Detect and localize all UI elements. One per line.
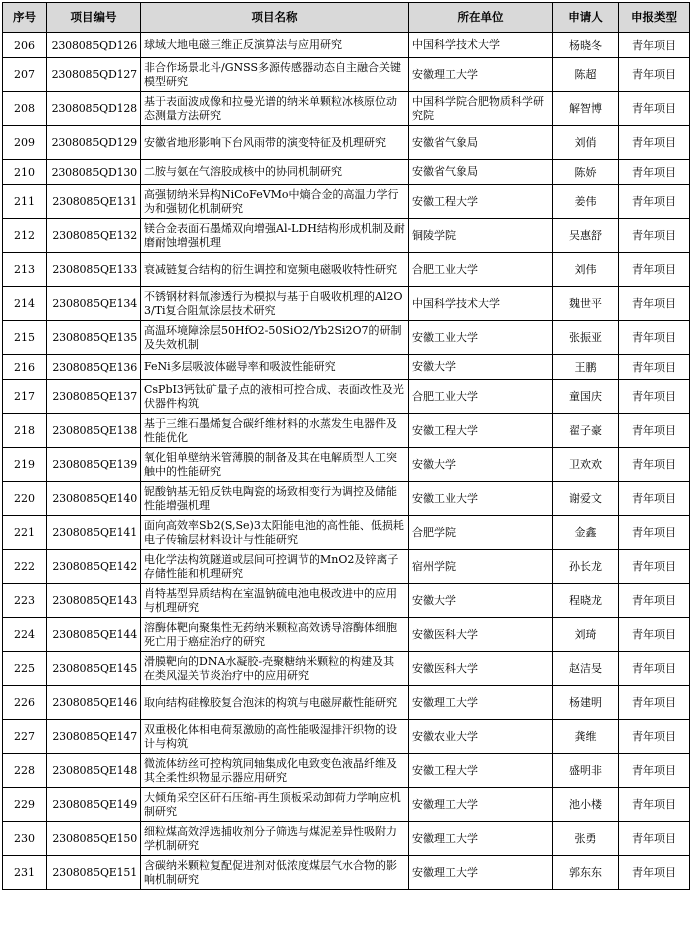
- cell-org: 安徽工业大学: [409, 321, 553, 355]
- cell-applicant: 卫欢欢: [553, 448, 619, 482]
- cell-type: 青年项目: [619, 550, 690, 584]
- cell-no: 230: [3, 822, 47, 856]
- cell-applicant: 陈娇: [553, 160, 619, 185]
- cell-no: 222: [3, 550, 47, 584]
- table-row: [3, 584, 690, 618]
- table-row: [3, 287, 690, 321]
- cell-type: 青年项目: [619, 380, 690, 414]
- cell-title: 溶酶体靶向聚集性无药纳米颗粒高效诱导溶酶体细胞死亡用于癌症治疗的研究: [141, 618, 409, 652]
- cell-title: 铌酸钠基无铅反铁电陶瓷的场致相变行为调控及储能性能增强机理: [141, 482, 409, 516]
- cell-no: 217: [3, 380, 47, 414]
- cell-org: 安徽大学: [409, 355, 553, 380]
- cell-applicant: 童国庆: [553, 380, 619, 414]
- header-applicant: 申请人: [553, 3, 619, 33]
- cell-code: 2308085QE131: [47, 185, 141, 219]
- cell-title: 不锈钢材料氚渗透行为模拟与基于自吸收机理的Al2O3/Ti复合阻氚涂层技术研究: [141, 287, 409, 321]
- cell-applicant: 程晓龙: [553, 584, 619, 618]
- cell-title: CsPbI3钙钛矿量子点的液相可控合成、表面改性及光伏器件构筑: [141, 380, 409, 414]
- cell-code: 2308085QD126: [47, 33, 141, 58]
- cell-title: 衰减链复合结构的衍生调控和宽频电磁吸收特性研究: [141, 253, 409, 287]
- cell-applicant: 刘俏: [553, 126, 619, 160]
- cell-no: 212: [3, 219, 47, 253]
- cell-org: 安徽工业大学: [409, 482, 553, 516]
- cell-applicant: 孙长龙: [553, 550, 619, 584]
- cell-title: 双重极化体相电荷泵激励的高性能吸湿排汗织物的设计与构筑: [141, 720, 409, 754]
- table-row: [3, 414, 690, 448]
- cell-title: 镁合金表面石墨烯双向增强Al-LDH结构形成机制及耐磨耐蚀增强机理: [141, 219, 409, 253]
- cell-no: 228: [3, 754, 47, 788]
- cell-title: 高温环境障涂层50HfO2-50SiO2/Yb2Si2O7的研制及失效机制: [141, 321, 409, 355]
- table-row: [3, 550, 690, 584]
- table-row: [3, 58, 690, 92]
- cell-org: 安徽农业大学: [409, 720, 553, 754]
- table-row: [3, 754, 690, 788]
- table-row: [3, 33, 690, 58]
- cell-type: 青年项目: [619, 618, 690, 652]
- cell-code: 2308085QE144: [47, 618, 141, 652]
- cell-org: 合肥学院: [409, 516, 553, 550]
- cell-type: 青年项目: [619, 788, 690, 822]
- cell-applicant: 谢爱文: [553, 482, 619, 516]
- cell-type: 青年项目: [619, 58, 690, 92]
- cell-type: 青年项目: [619, 482, 690, 516]
- table-row: [3, 160, 690, 185]
- cell-applicant: 王鹏: [553, 355, 619, 380]
- table-row: [3, 720, 690, 754]
- cell-title: 氧化钼单壁纳米管薄膜的制备及其在电解质型人工突触中的性能研究: [141, 448, 409, 482]
- cell-code: 2308085QE151: [47, 856, 141, 890]
- cell-code: 2308085QE137: [47, 380, 141, 414]
- cell-code: 2308085QE135: [47, 321, 141, 355]
- cell-title: 取向结构硅橡胶复合泡沫的构筑与电磁屏蔽性能研究: [141, 686, 409, 720]
- cell-title: 非合作场景北斗/GNSS多源传感器动态自主融合关键模型研究: [141, 58, 409, 92]
- cell-applicant: 陈超: [553, 58, 619, 92]
- cell-title: 面向高效率Sb2(S,Se)3太阳能电池的高性能、低损耗电子传输层材料设计与性能研究: [141, 516, 409, 550]
- cell-title: 微流体纺丝可控构筑同轴集成化电致变色液晶纤维及其全柔性织物显示器应用研究: [141, 754, 409, 788]
- cell-type: 青年项目: [619, 720, 690, 754]
- cell-org: 安徽医科大学: [409, 652, 553, 686]
- cell-no: 227: [3, 720, 47, 754]
- cell-no: 210: [3, 160, 47, 185]
- cell-org: 安徽理工大学: [409, 58, 553, 92]
- cell-org: 安徽理工大学: [409, 856, 553, 890]
- cell-title: 安徽省地形影响下台风雨带的演变特征及机理研究: [141, 126, 409, 160]
- cell-org: 安徽理工大学: [409, 686, 553, 720]
- cell-applicant: 姜伟: [553, 185, 619, 219]
- cell-code: 2308085QD129: [47, 126, 141, 160]
- cell-type: 青年项目: [619, 448, 690, 482]
- project-table: [2, 2, 690, 890]
- table-row: [3, 516, 690, 550]
- cell-org: 合肥工业大学: [409, 380, 553, 414]
- table-row: [3, 92, 690, 126]
- cell-code: 2308085QD128: [47, 92, 141, 126]
- cell-type: 青年项目: [619, 321, 690, 355]
- table-row: [3, 856, 690, 890]
- cell-code: 2308085QE150: [47, 822, 141, 856]
- cell-applicant: 魏世平: [553, 287, 619, 321]
- cell-applicant: 郭东东: [553, 856, 619, 890]
- cell-code: 2308085QE138: [47, 414, 141, 448]
- cell-org: 安徽工程大学: [409, 414, 553, 448]
- cell-applicant: 赵洁旻: [553, 652, 619, 686]
- table-header-row: [3, 3, 690, 33]
- cell-org: 安徽大学: [409, 584, 553, 618]
- cell-type: 青年项目: [619, 33, 690, 58]
- cell-code: 2308085QE143: [47, 584, 141, 618]
- cell-code: 2308085QD127: [47, 58, 141, 92]
- cell-no: 214: [3, 287, 47, 321]
- cell-code: 2308085QE148: [47, 754, 141, 788]
- cell-applicant: 吴惠舒: [553, 219, 619, 253]
- cell-title: 高强韧纳米异构NiCoFeVMo中熵合金的高温力学行为和强韧化机制研究: [141, 185, 409, 219]
- cell-type: 青年项目: [619, 126, 690, 160]
- cell-code: 2308085QE141: [47, 516, 141, 550]
- cell-org: 安徽医科大学: [409, 618, 553, 652]
- cell-title: 电化学法构筑隧道或层间可控调节的MnO2及锌离子存储性能和机理研究: [141, 550, 409, 584]
- table-row: [3, 185, 690, 219]
- table-row: [3, 482, 690, 516]
- cell-applicant: 盛明非: [553, 754, 619, 788]
- cell-type: 青年项目: [619, 355, 690, 380]
- cell-title: 基于三维石墨烯复合碳纤维材料的水蒸发生电器件及性能优化: [141, 414, 409, 448]
- cell-type: 青年项目: [619, 584, 690, 618]
- cell-title: 含碳纳米颗粒复配促进剂对低浓度煤层气水合物的影响机制研究: [141, 856, 409, 890]
- cell-org: 中国科学技术大学: [409, 287, 553, 321]
- cell-applicant: 金鑫: [553, 516, 619, 550]
- cell-code: 2308085QE147: [47, 720, 141, 754]
- header-code: 项目编号: [47, 3, 141, 33]
- table-row: [3, 321, 690, 355]
- cell-no: 220: [3, 482, 47, 516]
- cell-applicant: 刘伟: [553, 253, 619, 287]
- cell-org: 安徽省气象局: [409, 160, 553, 185]
- cell-no: 226: [3, 686, 47, 720]
- cell-type: 青年项目: [619, 219, 690, 253]
- cell-applicant: 张勇: [553, 822, 619, 856]
- table-row: [3, 652, 690, 686]
- cell-type: 青年项目: [619, 686, 690, 720]
- cell-code: 2308085QD130: [47, 160, 141, 185]
- cell-no: 229: [3, 788, 47, 822]
- table-row: [3, 253, 690, 287]
- table-row: [3, 355, 690, 380]
- cell-org: 安徽理工大学: [409, 822, 553, 856]
- cell-org: 安徽工程大学: [409, 185, 553, 219]
- table-row: [3, 686, 690, 720]
- cell-no: 224: [3, 618, 47, 652]
- cell-no: 206: [3, 33, 47, 58]
- header-no: 序号: [3, 3, 47, 33]
- header-org: 所在单位: [409, 3, 553, 33]
- cell-applicant: 龚维: [553, 720, 619, 754]
- cell-type: 青年项目: [619, 253, 690, 287]
- cell-no: 221: [3, 516, 47, 550]
- table-row: [3, 126, 690, 160]
- header-type: 申报类型: [619, 3, 690, 33]
- cell-org: 中国科学技术大学: [409, 33, 553, 58]
- cell-type: 青年项目: [619, 856, 690, 890]
- cell-title: 二胺与氨在气溶胶成核中的协同机制研究: [141, 160, 409, 185]
- cell-org: 安徽工程大学: [409, 754, 553, 788]
- cell-type: 青年项目: [619, 754, 690, 788]
- cell-title: 球域大地电磁三维正反演算法与应用研究: [141, 33, 409, 58]
- cell-no: 215: [3, 321, 47, 355]
- cell-type: 青年项目: [619, 822, 690, 856]
- table-row: [3, 448, 690, 482]
- cell-type: 青年项目: [619, 160, 690, 185]
- cell-no: 209: [3, 126, 47, 160]
- cell-no: 211: [3, 185, 47, 219]
- cell-applicant: 张振亚: [553, 321, 619, 355]
- cell-applicant: 池小楼: [553, 788, 619, 822]
- cell-type: 青年项目: [619, 652, 690, 686]
- table-row: [3, 618, 690, 652]
- cell-applicant: 杨建明: [553, 686, 619, 720]
- cell-type: 青年项目: [619, 92, 690, 126]
- cell-org: 安徽省气象局: [409, 126, 553, 160]
- cell-title: 基于表面波成像和拉曼光谱的纳米单颗粒冰核原位动态测量方法研究: [141, 92, 409, 126]
- cell-no: 225: [3, 652, 47, 686]
- cell-title: 滑膜靶向的DNA水凝胶-壳聚糖纳米颗粒的构建及其在类风湿关节炎治疗中的应用研究: [141, 652, 409, 686]
- cell-org: 中国科学院合肥物质科学研究院: [409, 92, 553, 126]
- cell-code: 2308085QE142: [47, 550, 141, 584]
- cell-title: 细粒煤高效浮选捕收剂分子筛选与煤泥差异性吸附力学机制研究: [141, 822, 409, 856]
- cell-applicant: 杨晓冬: [553, 33, 619, 58]
- cell-org: 铜陵学院: [409, 219, 553, 253]
- table-row: [3, 822, 690, 856]
- cell-code: 2308085QE145: [47, 652, 141, 686]
- cell-applicant: 翟子豪: [553, 414, 619, 448]
- cell-no: 216: [3, 355, 47, 380]
- cell-no: 218: [3, 414, 47, 448]
- cell-title: 肖特基型异质结构在室温钠硫电池电极改进中的应用与机理研究: [141, 584, 409, 618]
- cell-org: 安徽理工大学: [409, 788, 553, 822]
- cell-org: 合肥工业大学: [409, 253, 553, 287]
- table-row: [3, 788, 690, 822]
- cell-type: 青年项目: [619, 185, 690, 219]
- cell-title: 大倾角采空区矸石压缩-再生顶板采动卸荷力学响应机制研究: [141, 788, 409, 822]
- cell-type: 青年项目: [619, 516, 690, 550]
- cell-code: 2308085QE132: [47, 219, 141, 253]
- cell-type: 青年项目: [619, 287, 690, 321]
- cell-no: 219: [3, 448, 47, 482]
- cell-code: 2308085QE134: [47, 287, 141, 321]
- cell-code: 2308085QE146: [47, 686, 141, 720]
- cell-applicant: 刘琦: [553, 618, 619, 652]
- cell-code: 2308085QE149: [47, 788, 141, 822]
- cell-org: 安徽大学: [409, 448, 553, 482]
- cell-code: 2308085QE133: [47, 253, 141, 287]
- table-body: [3, 33, 690, 890]
- header-title: 项目名称: [141, 3, 409, 33]
- cell-no: 207: [3, 58, 47, 92]
- cell-applicant: 解智博: [553, 92, 619, 126]
- cell-code: 2308085QE136: [47, 355, 141, 380]
- cell-no: 231: [3, 856, 47, 890]
- table-row: [3, 380, 690, 414]
- cell-org: 宿州学院: [409, 550, 553, 584]
- cell-title: FeNi多层吸波体磁导率和吸波性能研究: [141, 355, 409, 380]
- cell-no: 208: [3, 92, 47, 126]
- cell-code: 2308085QE140: [47, 482, 141, 516]
- table-row: [3, 219, 690, 253]
- cell-no: 213: [3, 253, 47, 287]
- cell-type: 青年项目: [619, 414, 690, 448]
- cell-no: 223: [3, 584, 47, 618]
- cell-code: 2308085QE139: [47, 448, 141, 482]
